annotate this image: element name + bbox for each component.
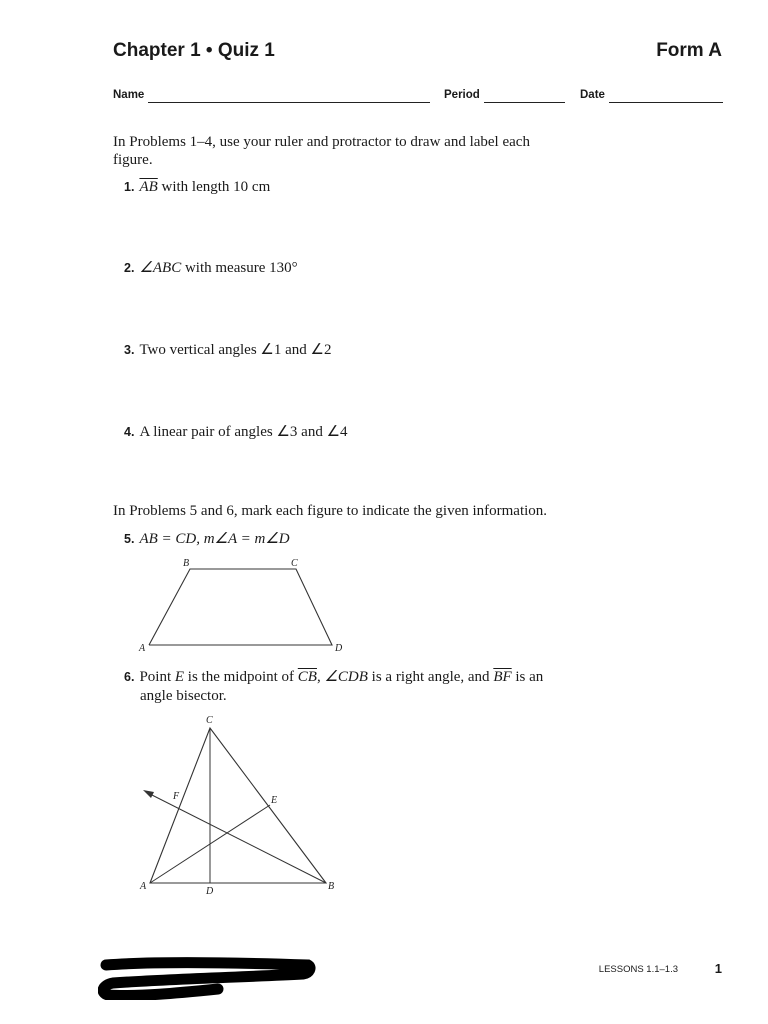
- problem-2: [124, 259, 298, 278]
- instructions-5-6: In Problems 5 and 6, mark each figure to indicate the given information.: [113, 503, 548, 519]
- label-c: C: [291, 558, 298, 569]
- date-field[interactable]: [609, 102, 723, 103]
- trapezoid-abcd: [149, 569, 332, 645]
- instructions-1-4: In Problems 1–4, use your ruler and protractor to draw and label each figure.: [113, 134, 530, 168]
- problem-1: [124, 178, 270, 197]
- problem-3: [124, 341, 331, 360]
- problem-text: is the midpoint of: [184, 669, 298, 685]
- point-e: E: [174, 669, 185, 685]
- angle-abc: ∠ABC: [139, 260, 182, 276]
- triangle-figure: [130, 710, 350, 900]
- label-b: B: [328, 881, 335, 892]
- problem-text: with measure 130°: [181, 260, 298, 276]
- problem-text: AB = CD, m∠A = m∠D: [139, 531, 290, 547]
- label-b: B: [183, 558, 190, 569]
- problem-text: with length 10 cm: [157, 179, 271, 195]
- segment-cb: $\overline{CB}$: [297, 669, 317, 685]
- problem-text: Point: [139, 669, 175, 685]
- problem-text: Two vertical angles ∠1 and ∠2: [139, 342, 332, 358]
- label-d: D: [335, 643, 343, 654]
- page-title: Chapter 1 • Quiz 1: [113, 40, 275, 61]
- redaction-mark: [98, 955, 318, 1000]
- problem-number: 5.: [124, 532, 135, 546]
- label-d: D: [206, 886, 214, 897]
- triangle-abc: [150, 728, 326, 883]
- problem-text: is a right angle, and: [367, 669, 494, 685]
- problem-text: is an: [511, 669, 544, 685]
- problem-text: A linear pair of angles ∠3 and ∠4: [139, 424, 348, 440]
- period-field[interactable]: [484, 102, 565, 103]
- page-number: 1: [714, 961, 722, 976]
- problem-5: [124, 530, 290, 549]
- trapezoid-figure: [135, 555, 350, 655]
- label-a: A: [139, 643, 146, 654]
- date-label: Date: [580, 89, 605, 101]
- problem-number: 4.: [124, 425, 135, 439]
- label-c: C: [206, 715, 213, 726]
- ray-arrowhead: [143, 790, 154, 798]
- problem-text: angle bisector.: [140, 688, 227, 704]
- label-a: A: [140, 881, 147, 892]
- name-field[interactable]: [148, 102, 430, 103]
- problem-number: 1.: [124, 180, 135, 194]
- label-f: F: [173, 791, 180, 802]
- name-label: Name: [113, 89, 145, 101]
- problem-6: [124, 668, 564, 706]
- ray-bf: $\overline{BF}$: [493, 669, 512, 685]
- label-e: E: [271, 795, 278, 806]
- form-label: Form A: [656, 40, 722, 61]
- ray-bf-line: [146, 792, 326, 883]
- problem-number: 6.: [124, 670, 135, 684]
- period-label: Period: [444, 89, 480, 101]
- angle-cdb: ∠CDB: [324, 669, 368, 685]
- lessons-label: LESSONS 1.1–1.3: [598, 964, 678, 975]
- segment-ab: $\overline{AB}$: [139, 179, 158, 195]
- problem-number: 2.: [124, 261, 135, 275]
- problem-4: [124, 423, 348, 442]
- problem-number: 3.: [124, 343, 135, 357]
- problem-text: ,: [316, 669, 325, 685]
